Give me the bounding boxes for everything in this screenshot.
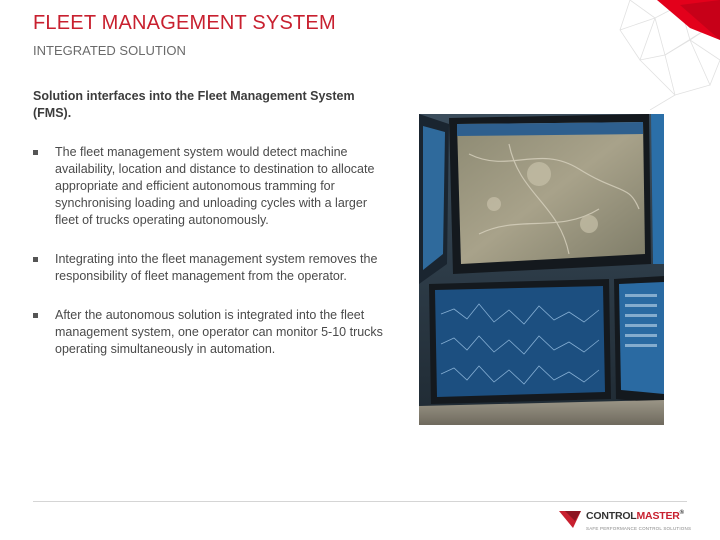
intro-text: Solution interfaces into the Fleet Management System (FMS). (33, 89, 355, 120)
bullet-marker (33, 313, 38, 318)
list-item (33, 251, 388, 285)
control-room-photo (419, 114, 664, 425)
page-title: FLEET MANAGEMENT SYSTEM (33, 12, 336, 34)
logo-wordmark: CONTROLMASTER® (586, 510, 684, 522)
list-item (33, 307, 388, 358)
logo-tagline: SAFE PERFORMANCE CONTROL SOLUTIONS (586, 526, 692, 531)
page-subtitle: INTEGRATED SOLUTION (33, 43, 186, 58)
bullet-text: After the autonomous solution is integrated into the fleet management system, one operator can monitor 5-10 trucks operating simultaneously in automation. (55, 308, 383, 356)
bullet-text: The fleet management system would detect machine availability, location and distance to destination to allocate appropriate and efficient autonomous tramming for synchronising loading and unloading cycles with a larger fleet of trucks operating autonomously. (55, 145, 375, 227)
footer-divider (33, 501, 687, 502)
controlmaster-logo (559, 507, 709, 537)
bullet-marker (33, 257, 38, 262)
list-item (33, 144, 388, 229)
bullet-text: Integrating into the fleet management system removes the responsibility of fleet management from the operator. (55, 252, 378, 283)
bullet-list (33, 144, 388, 380)
logo-mark-icon (559, 509, 583, 529)
bullet-marker (33, 150, 38, 155)
decorative-polygon-graphic (560, 0, 720, 110)
